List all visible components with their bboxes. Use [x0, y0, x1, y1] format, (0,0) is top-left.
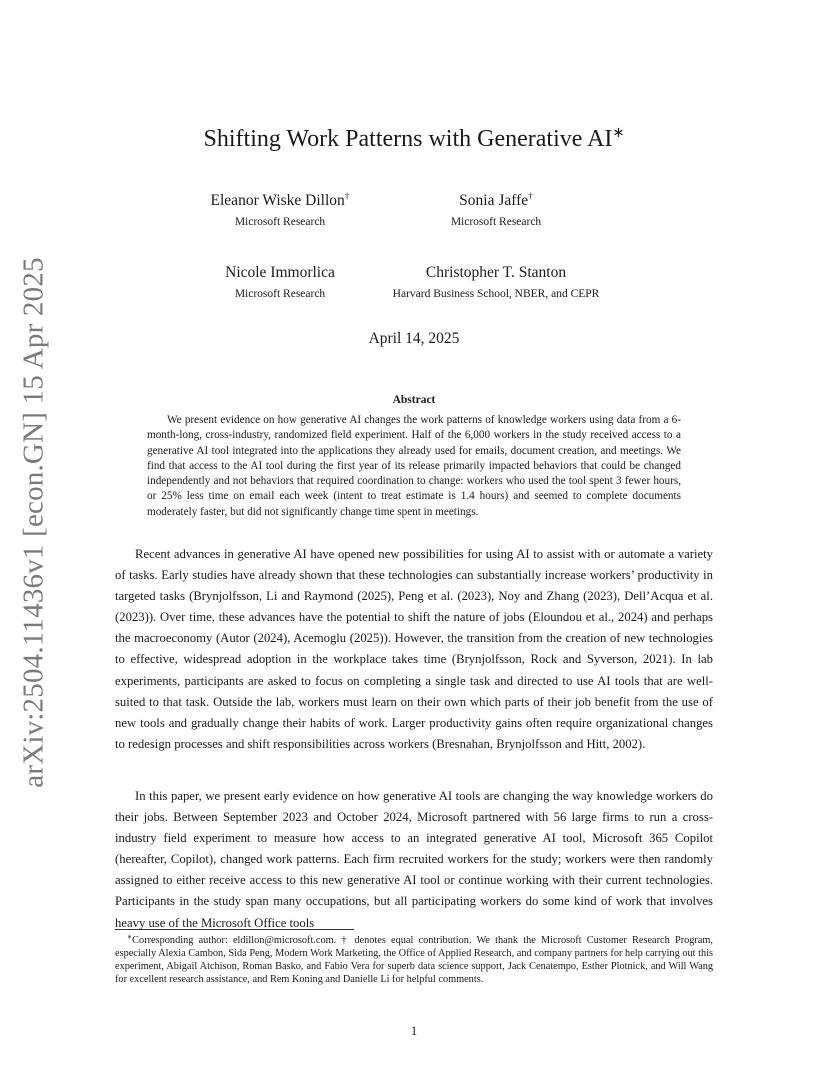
paper-date: April 14, 2025: [368, 330, 460, 347]
author-mark: †: [528, 191, 533, 202]
footnote-divider: [115, 929, 354, 930]
author-affiliation: Harvard Business School, NBER, and CEPR: [392, 288, 600, 300]
abstract-heading: Abstract: [392, 394, 436, 406]
author-name: [190, 264, 370, 282]
author-affiliation: Microsoft Research: [450, 216, 542, 228]
author-mark: †: [344, 191, 350, 202]
abstract-text: We present evidence on how generative AI changes the work patterns of knowledge workers using data from a 6-month-long, cross-industry, randomized field experiment. Half of the 6,000 workers in the study received access to a generative AI tool integrated into the applications they already used for emails, document creation, and meetings. We find that access to the AI tool during the first year of its release primarily impacted behaviors that could be changed independently and not behaviors that required coordination to change: workers who used the tool spent 3 fewer hours, or 25% less time on email each week (intent to treat estimate is 1.4 hours) and seemed to complete documents moderately faster, but did not significantly change time spent in meetings.: [147, 414, 681, 518]
author-affiliation: Microsoft Research: [234, 216, 326, 228]
author-block-4: [366, 264, 626, 300]
author-name: [416, 192, 576, 210]
author-name-text: Nicole Immorlica: [225, 264, 335, 281]
author-name: [180, 192, 380, 210]
author-name: [366, 264, 626, 282]
author-block-2: [416, 192, 576, 228]
arxiv-identifier-text: arXiv:2504.11436v1 [econ.GN] 15 Apr 2025: [17, 256, 50, 788]
paper-title: [0, 126, 828, 153]
paper-title-text: Shifting Work Patterns with Generative AI: [203, 126, 613, 152]
author-block-3: [190, 264, 370, 300]
footnote-mark: ∗: [127, 933, 133, 941]
title-footnote-mark: ∗: [612, 125, 625, 141]
footnote: [115, 934, 713, 986]
author-name-text: Sonia Jaffe: [459, 192, 529, 209]
body-paragraph-1: Recent advances in generative AI have opened new possibilities for using AI to assist with or automate a variety of tasks. Early studies have already shown that these technologies can substantially increase workers’ productivity in targeted tasks (Brynjolfsson, Li and Raymond (2025), Peng et al. (2023), Noy and Zhang (2023), Dell’Acqua et al. (2023)). Over time, these advances have the potential to shift the nature of jobs (Eloundou et al., 2024) and perhaps the macroeconomy (Autor (2024), Acemoglu (2025)). However, the transition from the creation of new technologies to effective, widespread adoption in the workplace takes time (Brynjolfsson, Rock and Syverson, 2021). In lab experiments, participants are asked to focus on completing a single task and directed to use AI tools that are well-suited to that task. Outside the lab, workers must learn on their own which parts of their job benefit from the use of new tools and gradually change their habits of work. Larger productivity gains often require organizational changes to redesign processes and shift responsibilities across workers (Bresnahan, Brynjolfsson and Hitt, 2002).: [115, 547, 713, 751]
footnote-text: Corresponding author: eldillon@microsoft.com. † denotes equal contribution. We thank the Microsoft Customer Research Program, especially Alexia Cambon, Sida Peng, Modern Work Marketing, the Office of Applied Research, and company partners for help carrying out this experiment, Abigail Atchison, Roman Basko, and Fabio Vera for superb data science support, Jack Cenatempo, Esther Plotnick, and Will Wang for excellent research assistance, and Rem Koning and Danielle Li for helpful comments.: [115, 935, 713, 985]
author-name-text: Christopher T. Stanton: [425, 264, 567, 281]
author-affiliation: Microsoft Research: [234, 288, 326, 300]
author-block-1: [180, 192, 380, 228]
body-paragraph-2: In this paper, we present early evidence on how generative AI tools are changing the way knowledge workers do their jobs. Between September 2023 and October 2024, Microsoft partnered with 56 large firms to run a cross-industry field experiment to measure how access to an integrated generative AI tool, Microsoft 365 Copilot (hereafter, Copilot), changed work patterns. Each firm recruited workers for the study; workers were then randomly assigned to either receive access to this new generative AI tool or continue working with their current technologies. Participants in the study span many occupations, but all participating workers do some kind of work that involves heavy use of the Microsoft Office tools: [115, 789, 713, 930]
author-name-text: Eleanor Wiske Dillon: [210, 192, 345, 209]
page-number: 1: [410, 1024, 418, 1038]
